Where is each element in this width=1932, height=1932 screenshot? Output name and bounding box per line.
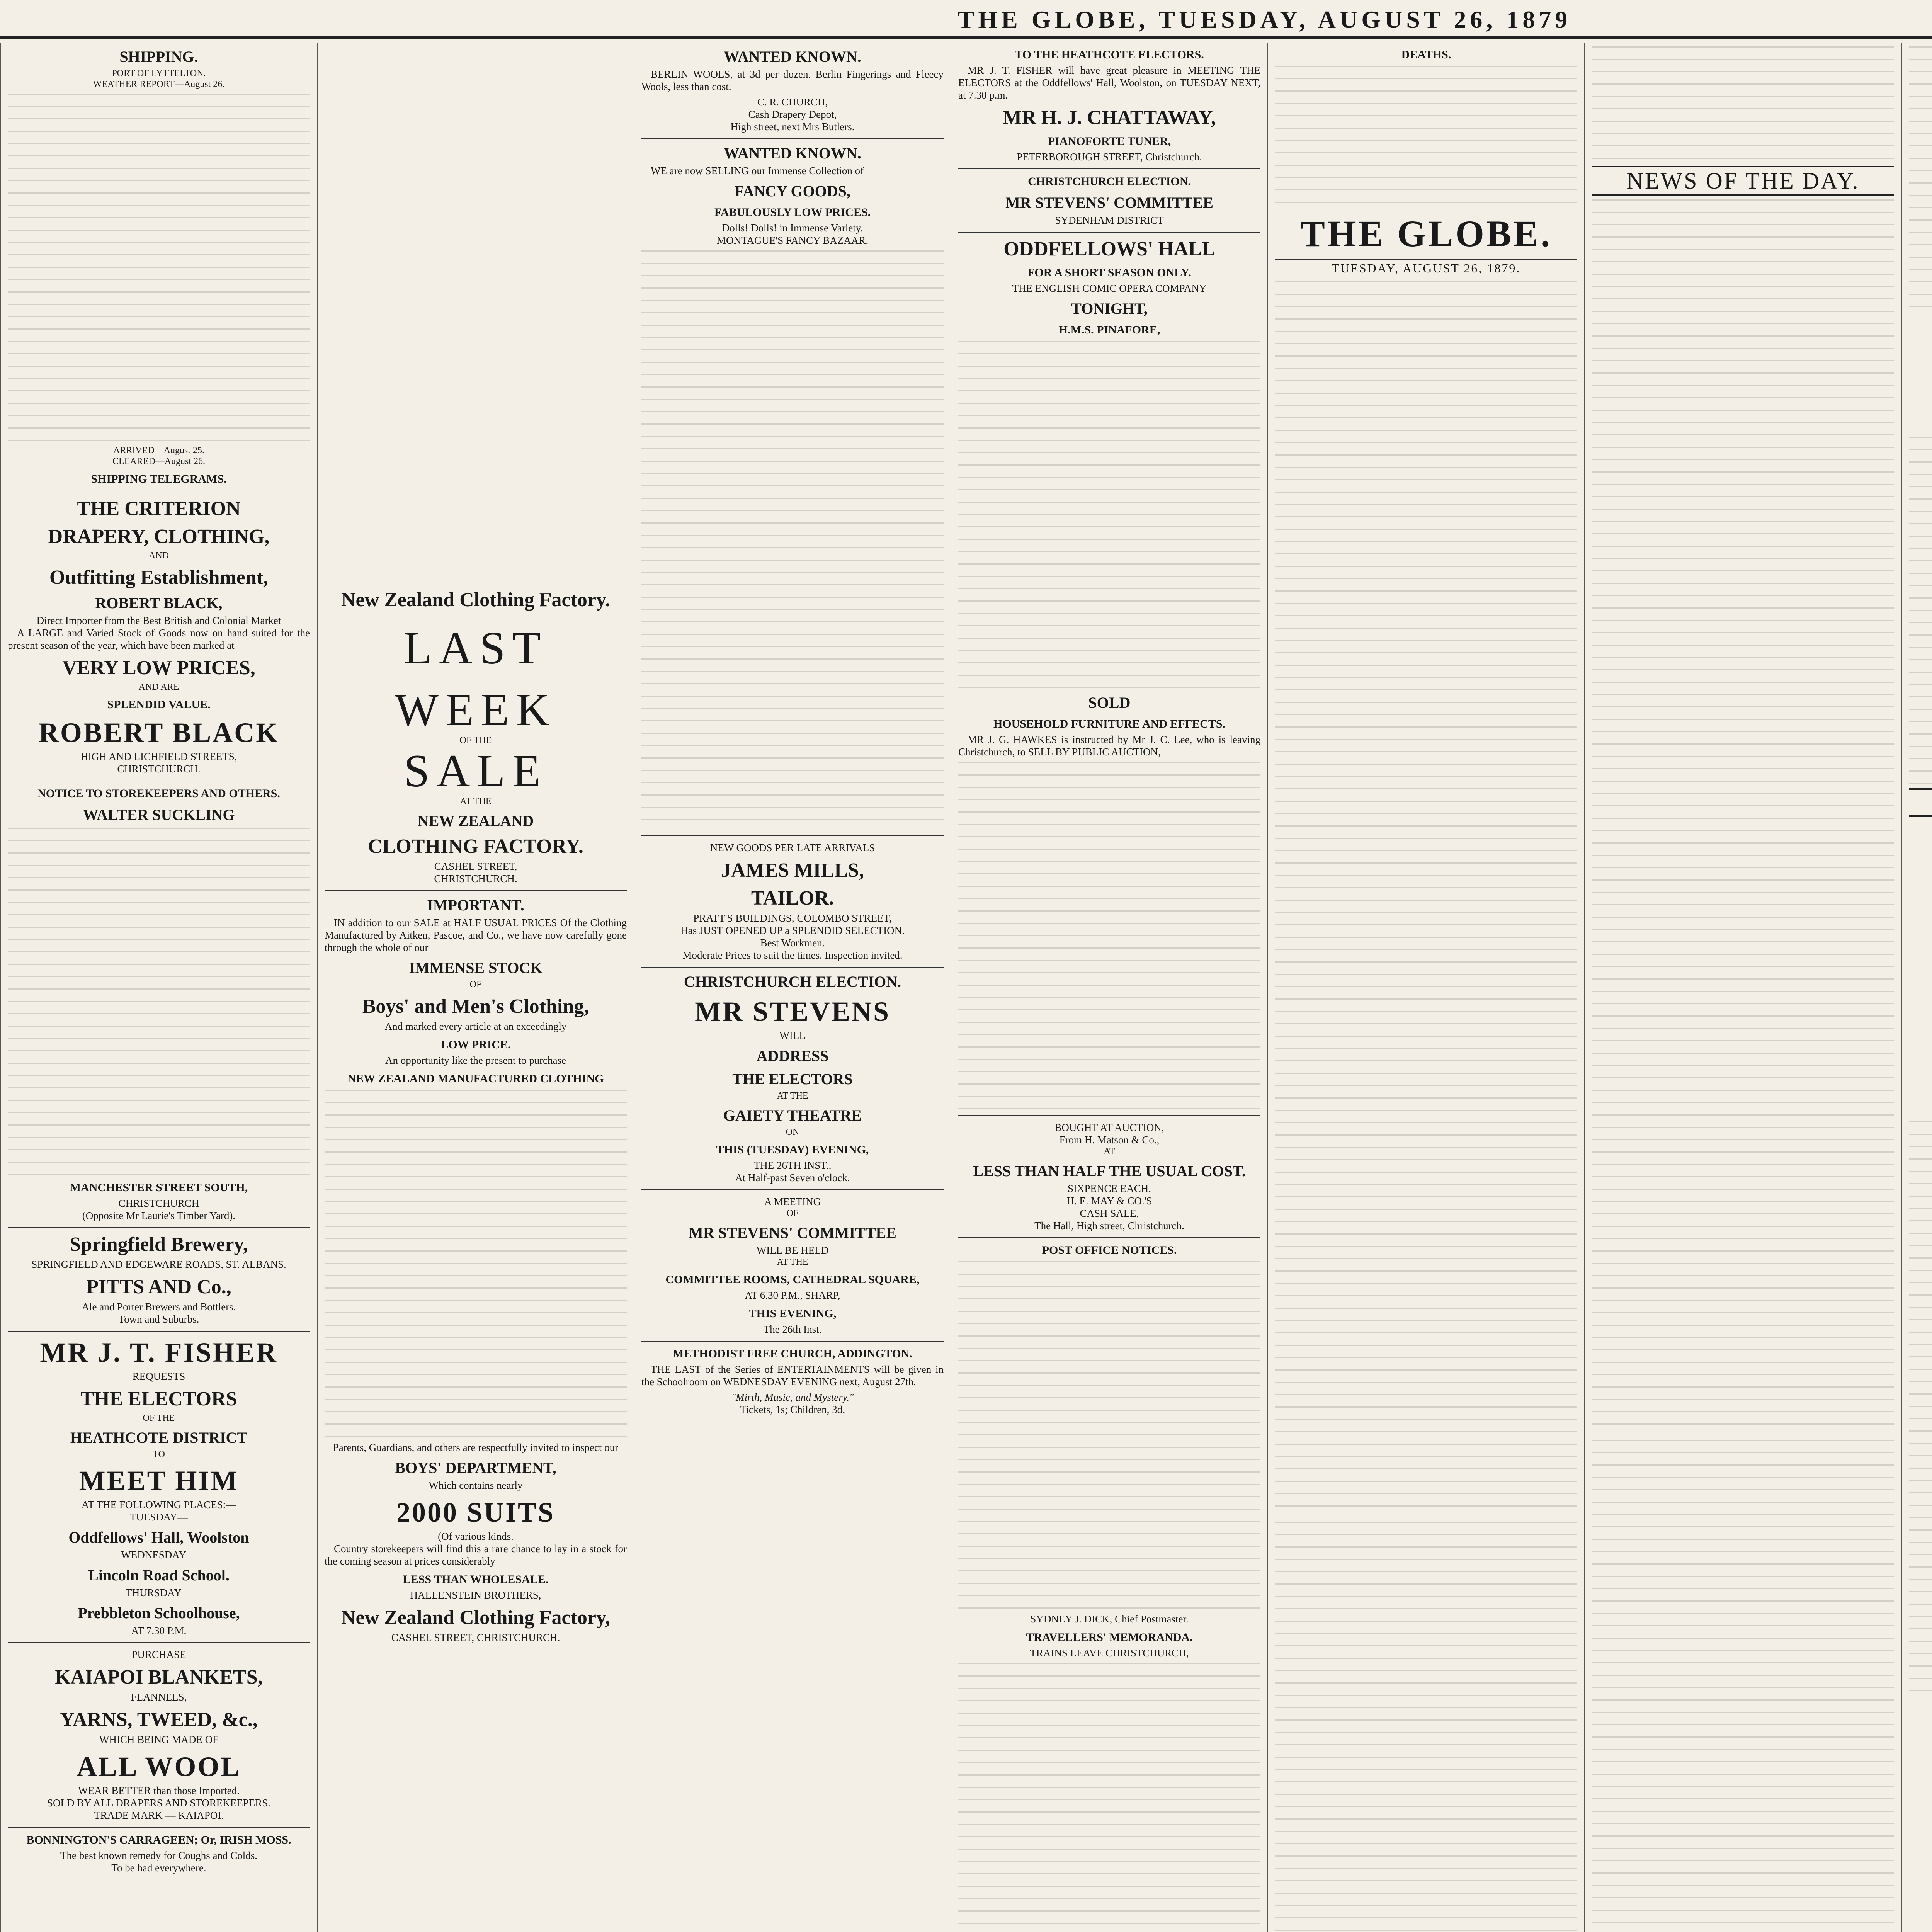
all-wool: ALL WOOL bbox=[77, 1751, 241, 1782]
time-text: AT 6.30 P.M., SHARP, bbox=[745, 1289, 840, 1301]
dunedin-dateline bbox=[1909, 349, 1932, 362]
correspondents-text bbox=[1909, 338, 1932, 349]
in-addition-text: IN addition to our SALE at HALF USUAL PRICES Of the Clothing Manufactured by Aitken, Pascoe, and Co., we have now carefully gone through the whole of our bbox=[325, 917, 627, 953]
tonight-text: TONIGHT, bbox=[1071, 300, 1148, 317]
divider bbox=[641, 138, 944, 139]
travellers-heading: TRAVELLERS' MEMORANDA. bbox=[1026, 1631, 1193, 1644]
sixpence-text: SIXPENCE EACH. bbox=[1067, 1183, 1151, 1194]
splendid-value: SPLENDID VALUE. bbox=[107, 698, 211, 711]
wanted-known-heading: WANTED KNOWN. bbox=[724, 48, 861, 65]
household-heading: HOUSEHOLD FURNITURE AND EFFECTS. bbox=[993, 718, 1226, 730]
on-text: ON bbox=[786, 1127, 799, 1137]
wednesday-label: WEDNESDAY— bbox=[121, 1549, 197, 1561]
trains-text bbox=[958, 1663, 1260, 1932]
police-heading bbox=[1909, 1039, 1932, 1053]
requests-text: REQUESTS bbox=[132, 1371, 185, 1382]
blank-space bbox=[325, 43, 627, 583]
robert-black-large: ROBERT BLACK bbox=[38, 717, 279, 748]
new-zealand-heading: NEW ZEALAND bbox=[417, 812, 534, 830]
cashel-street-text: CASHEL STREET, bbox=[434, 861, 517, 872]
auckland-dateline bbox=[1909, 396, 1932, 408]
just-opened-text: Has JUST OPENED UP a SPLENDID SELECTION. bbox=[680, 925, 905, 936]
editorial-text-continued bbox=[1592, 46, 1894, 162]
oddfellows-hall: Oddfellows' Hall, Woolston bbox=[68, 1529, 249, 1546]
a-meeting-text: A MEETING bbox=[764, 1196, 821, 1208]
brisbane-dateline bbox=[1909, 929, 1932, 941]
mr-stevens-heading: MR STEVENS bbox=[694, 996, 891, 1027]
divider bbox=[8, 1227, 310, 1228]
prebbleton: Prebbleton Schoolhouse, bbox=[78, 1604, 240, 1622]
of-text: OF bbox=[469, 980, 482, 990]
election-heading: CHRISTCHURCH ELECTION. bbox=[1028, 175, 1191, 188]
editorial-text-continued bbox=[1275, 1522, 1577, 1932]
masthead: THE GLOBE, TUESDAY, AUGUST 26, 1879 bbox=[0, 5, 1932, 39]
town-suburbs: Town and Suburbs. bbox=[118, 1313, 199, 1325]
notice-storekeepers: NOTICE TO STOREKEEPERS AND OTHERS. bbox=[37, 787, 280, 800]
fabulously-low-text: FABULOUSLY LOW PRICES. bbox=[714, 206, 871, 219]
methodist-heading: METHODIST FREE CHURCH, ADDINGTON. bbox=[673, 1347, 912, 1360]
the-hall-text: The Hall, High street, Christchurch. bbox=[1034, 1220, 1184, 1231]
column-6 bbox=[1584, 43, 1901, 1932]
less-than-wholesale: LESS THAN WHOLESALE. bbox=[403, 1573, 549, 1586]
to-electors-heading: TO THE HEATHCOTE ELECTORS. bbox=[1015, 48, 1204, 61]
globe-title: THE GLOBE. bbox=[1300, 213, 1553, 254]
christchurch-text: CHRISTCHURCH. bbox=[434, 873, 517, 884]
weather-report: WEATHER REPORT—August 26. bbox=[93, 79, 225, 89]
drapery-heading: DRAPERY, CLOTHING, bbox=[48, 526, 270, 548]
of-text: OF bbox=[786, 1208, 799, 1218]
parents-text: Parents, Guardians, and others are respectfully invited to inspect our bbox=[333, 1442, 619, 1453]
opera-text bbox=[958, 341, 1260, 689]
patea-dateline bbox=[1909, 1068, 1932, 1080]
divider bbox=[8, 1642, 310, 1643]
sydney-dateline bbox=[1909, 941, 1932, 954]
manchester-street: MANCHESTER STREET SOUTH, bbox=[70, 1181, 248, 1194]
nelson-dateline bbox=[1909, 1080, 1932, 1093]
trains-leave-text: TRAINS LEAVE CHRISTCHURCH, bbox=[1030, 1647, 1189, 1659]
pinafore-text: H.M.S. PINAFORE, bbox=[1058, 323, 1160, 336]
montagues-bazaar-text: MONTAGUE'S FANCY BAZAAR, bbox=[717, 235, 868, 246]
kaiapoi-blankets: KAIAPOI BLANKETS, bbox=[55, 1666, 263, 1688]
hawkes-auction-text: MR J. G. HAWKES is instructed by Mr J. C. Lee, who is leaving Christchurch, to SELL BY PUBLIC AUCTION, bbox=[958, 734, 1260, 758]
electoral-heading bbox=[1909, 322, 1932, 336]
address-heading: ADDRESS bbox=[756, 1047, 829, 1065]
post-office-text bbox=[958, 1261, 1260, 1609]
divider bbox=[325, 890, 627, 891]
may-co-text: H. E. MAY & CO.'S bbox=[1066, 1195, 1152, 1207]
telegraphic-heading bbox=[1909, 822, 1932, 840]
of-the-text: OF THE bbox=[459, 735, 492, 745]
meet-him-heading: MEET HIM bbox=[79, 1465, 239, 1496]
shipping-heading: SHIPPING. bbox=[119, 48, 198, 65]
arrived-heading: ARRIVED—August 25. bbox=[113, 446, 204, 456]
half-past-text: At Half-past Seven o'clock. bbox=[735, 1172, 850, 1184]
tuesday-label: TUESDAY— bbox=[129, 1511, 188, 1523]
26th-inst-text: THE 26TH INST., bbox=[753, 1160, 832, 1171]
church-text: C. R. CHURCH, bbox=[757, 96, 828, 108]
news-text-continued bbox=[1592, 1440, 1894, 1932]
news-text-continued bbox=[1909, 46, 1932, 317]
reuters-text bbox=[1909, 918, 1932, 929]
marked-text: And marked every article at an exceedingly bbox=[384, 1020, 567, 1032]
bonnington-heading: BONNINGTON'S CARRAGEEN; Or, IRISH MOSS. bbox=[26, 1833, 291, 1846]
boys-department: BOYS' DEPARTMENT, bbox=[395, 1459, 556, 1476]
divider bbox=[641, 1341, 944, 1342]
low-price-text: LOW PRICE. bbox=[440, 1038, 511, 1051]
sale-heading: SALE bbox=[404, 745, 548, 796]
re-flounders-heading bbox=[1909, 367, 1932, 381]
australia-heading bbox=[1909, 873, 1932, 891]
deaths-heading: DEATHS. bbox=[1401, 48, 1451, 61]
dolls-text: Dolls! Dolls! in Immense Variety. bbox=[722, 222, 863, 234]
last-series-text: THE LAST of the Series of ENTERTAINMENTS will be given in the Schoolroom on WEDNESDAY EVENING next, August 27th. bbox=[641, 1364, 944, 1388]
post-office-heading: POST OFFICE NOTICES. bbox=[1042, 1244, 1177, 1257]
heathcote-heading: HEATHCOTE DISTRICT bbox=[70, 1429, 248, 1446]
at-text: AT bbox=[1104, 1146, 1115, 1156]
deaths-text bbox=[1275, 66, 1577, 205]
wanganui-dateline bbox=[1909, 383, 1932, 396]
high-lichfield-streets: HIGH AND LICHFIELD STREETS, bbox=[80, 751, 237, 762]
to-text: TO bbox=[153, 1449, 165, 1459]
sold-heading: SOLD bbox=[1088, 694, 1131, 711]
last-heading: LAST bbox=[404, 622, 548, 673]
pratts-buildings-text: PRATT'S BUILDINGS, COLOMBO STREET, bbox=[693, 912, 892, 924]
wanted-known-heading: WANTED KNOWN. bbox=[724, 145, 861, 162]
which-being-made-text: WHICH BEING MADE OF bbox=[99, 1734, 219, 1745]
stevens-committee-heading: MR STEVENS' COMMITTEE bbox=[1005, 194, 1213, 211]
wanted-known-ads bbox=[641, 250, 944, 830]
suits-heading: 2000 SUITS bbox=[396, 1497, 555, 1528]
port-heading: PORT OF LYTTELTON. bbox=[112, 68, 206, 78]
telegraphic-text bbox=[1909, 1121, 1932, 1701]
flannels-text: FLANNELS, bbox=[131, 1691, 187, 1703]
oddfellows-heading: ODDFELLOWS' HALL bbox=[1003, 238, 1215, 260]
best-workmen-text: Best Workmen. bbox=[760, 937, 825, 949]
special-text bbox=[1909, 893, 1932, 906]
week-heading: WEEK bbox=[395, 684, 557, 735]
at-the-text: AT THE bbox=[777, 1257, 808, 1267]
electoral-text bbox=[1909, 437, 1932, 784]
column-5 bbox=[1267, 43, 1584, 1932]
everywhere-text: To be had everywhere. bbox=[111, 1862, 206, 1874]
column-7 bbox=[1901, 43, 1932, 1932]
auction-items-text bbox=[958, 762, 1260, 1110]
divider bbox=[958, 1237, 1260, 1238]
divider bbox=[958, 1115, 1260, 1116]
trade-mark-text: TRADE MARK — KAIAPOI. bbox=[94, 1810, 224, 1821]
wellington-dateline bbox=[1909, 1002, 1932, 1015]
short-season-text: FOR A SHORT SEASON ONLY. bbox=[1027, 266, 1191, 279]
divider bbox=[641, 835, 944, 836]
and-are-text: AND ARE bbox=[138, 682, 179, 692]
tickets-text: Tickets, 1s; Children, 3d. bbox=[740, 1404, 845, 1415]
selling-text: WE are now SELLING our Immense Collection of bbox=[651, 165, 864, 177]
this-evening-text: THIS EVENING, bbox=[748, 1307, 837, 1320]
high-street-text: High street, next Mrs Butlers. bbox=[730, 121, 855, 133]
country-text: Country storekeepers will find this a rare chance to lay in a stock for the coming season at prices considerably bbox=[325, 1543, 627, 1567]
tailor-heading: TAILOR. bbox=[751, 887, 834, 909]
divider bbox=[8, 1331, 310, 1332]
very-low-prices: VERY LOW PRICES, bbox=[62, 657, 255, 679]
electors-heading: THE ELECTORS bbox=[80, 1388, 237, 1410]
berlin-wools-text: BERLIN WOOLS, at 3d per dozen. Berlin Fingerings and Fleecy Wools, less than cost. bbox=[641, 68, 944, 92]
suckling-ad-text bbox=[8, 828, 310, 1175]
time-text: AT 7.30 P.M. bbox=[131, 1625, 187, 1636]
important-heading: IMPORTANT. bbox=[427, 896, 524, 914]
moderate-prices-text: Moderate Prices to suit the times. Inspection invited. bbox=[682, 949, 903, 961]
divider bbox=[958, 168, 1260, 169]
cashel-christchurch-text: CASHEL STREET, CHRISTCHURCH. bbox=[391, 1632, 560, 1643]
patea-dateline bbox=[1909, 420, 1932, 433]
fisher-heading: MR J. T. FISHER bbox=[40, 1337, 278, 1368]
thursday-label: THURSDAY— bbox=[126, 1587, 192, 1599]
postmaster-text: SYDNEY J. DICK, Chief Postmaster. bbox=[1030, 1613, 1189, 1625]
editorial-text bbox=[1275, 281, 1577, 1518]
piano-tuner-text: PIANOFORTE TUNER, bbox=[1048, 135, 1171, 148]
walter-suckling: WALTER SUCKLING bbox=[83, 806, 235, 823]
clothing-factory-heading: CLOTHING FACTORY. bbox=[368, 835, 583, 857]
column-3 bbox=[634, 43, 951, 1932]
nz-manufactured-text: NEW ZEALAND MANUFACTURED CLOTHING bbox=[347, 1072, 604, 1085]
divider bbox=[8, 1827, 310, 1828]
cable-news-heading bbox=[1909, 845, 1932, 868]
various-kinds-text: (Of various kinds. bbox=[438, 1531, 514, 1542]
cleared-heading: CLEARED—August 26. bbox=[112, 456, 205, 466]
christchurch-text: CHRISTCHURCH bbox=[118, 1197, 199, 1209]
carterton-dateline bbox=[1909, 1105, 1932, 1117]
wear-better-text: WEAR BETTER than those Imported. bbox=[78, 1785, 240, 1796]
press-agency-text bbox=[1909, 992, 1932, 1002]
criterion-heading: THE CRITERION bbox=[77, 498, 241, 520]
stabbing-heading bbox=[1909, 1020, 1932, 1034]
column-2 bbox=[317, 43, 634, 1932]
nz-clothing-heading: New Zealand Clothing Factory. bbox=[341, 589, 611, 611]
sydenham-text: SYDENHAM DISTRICT bbox=[1055, 214, 1164, 226]
less-than-half-heading: LESS THAN HALF THE USUAL COST. bbox=[973, 1162, 1246, 1180]
from-matson: From H. Matson & Co., bbox=[1059, 1134, 1160, 1146]
peterborough-text: PETERBOROUGH STREET, Christchurch. bbox=[1017, 151, 1202, 163]
sold-by-text: SOLD BY ALL DRAPERS AND STOREKEEPERS. bbox=[47, 1797, 271, 1809]
shipping-telegrams-heading: SHIPPING TELEGRAMS. bbox=[91, 473, 227, 485]
this-evening-text: THIS (TUESDAY) EVENING, bbox=[716, 1143, 869, 1156]
bought-at-auction: BOUGHT AT AUCTION, bbox=[1054, 1122, 1164, 1133]
election-heading: CHRISTCHURCH ELECTION. bbox=[684, 973, 901, 990]
boys-mens-clothing: Boys' and Men's Clothing, bbox=[362, 995, 589, 1017]
ale-porter-text: Ale and Porter Brewers and Bottlers. bbox=[82, 1301, 236, 1313]
outfitting-heading: Outfitting Establishment, bbox=[49, 566, 269, 588]
will-be-held-text: WILL BE HELD bbox=[756, 1245, 829, 1256]
news-text bbox=[1592, 199, 1894, 1436]
chattaway-heading: MR H. J. CHATTAWAY, bbox=[1003, 107, 1216, 129]
second-edition-heading bbox=[1909, 788, 1932, 817]
at-the-text: AT THE bbox=[460, 796, 492, 806]
the-electors-heading: THE ELECTORS bbox=[732, 1070, 853, 1088]
divider bbox=[641, 967, 944, 968]
will-text: WILL bbox=[779, 1030, 806, 1041]
of-the-text: OF THE bbox=[143, 1413, 175, 1423]
pitts-heading: PITTS AND Co., bbox=[86, 1276, 231, 1298]
cash-sale-text: CASH SALE, bbox=[1080, 1208, 1139, 1219]
column-1 bbox=[0, 43, 317, 1932]
robert-black-heading: ROBERT BLACK, bbox=[95, 594, 223, 612]
and-text: AND bbox=[149, 551, 169, 561]
westport-dateline bbox=[1909, 1093, 1932, 1105]
sydney-dateline bbox=[1909, 906, 1932, 918]
fisher-meeting-text: MR J. T. FISHER will have great pleasure in MEETING THE ELECTORS at the Oddfellows' Hall, Woolston, on TUESDAY NEXT, at 7.30 p.m. bbox=[958, 65, 1260, 101]
direct-importer-text: Direct Importer from the Best British and Colonial Market bbox=[36, 615, 281, 626]
melbourne-dateline bbox=[1909, 954, 1932, 966]
following-places-text: AT THE FOLLOWING PLACES:— bbox=[81, 1499, 236, 1510]
column-4 bbox=[951, 43, 1267, 1932]
opportunity-text: An opportunity like the present to purchase bbox=[385, 1054, 566, 1066]
news-of-the-day-heading: NEWS OF THE DAY. bbox=[1592, 166, 1894, 196]
james-mills-heading: JAMES MILLS, bbox=[721, 859, 864, 881]
divider bbox=[958, 232, 1260, 233]
mirth-text: "Mirth, Music, and Mystery." bbox=[731, 1391, 854, 1403]
immense-stock: IMMENSE STOCK bbox=[409, 959, 543, 976]
remedy-text: The best known remedy for Coughs and Colds. bbox=[60, 1850, 257, 1861]
committee-heading: MR STEVENS' COMMITTEE bbox=[689, 1224, 896, 1242]
shipping-text bbox=[8, 94, 310, 441]
divider bbox=[641, 1189, 944, 1190]
new-goods-text: NEW GOODS PER LATE ARRIVALS bbox=[710, 842, 875, 854]
fancy-goods-heading: FANCY GOODS, bbox=[735, 182, 850, 200]
committee-rooms-text: COMMITTEE ROOMS, CATHEDRAL SQUARE, bbox=[665, 1273, 920, 1286]
gaiety-theatre-heading: GAIETY THEATRE bbox=[723, 1107, 862, 1124]
26th-inst-text: The 26th Inst. bbox=[763, 1323, 822, 1335]
christchurch-text: CHRISTCHURCH. bbox=[117, 763, 201, 775]
clothing-ad-text bbox=[325, 1090, 627, 1437]
large-stock-text: A LARGE and Varied Stock of Goods now on hand suited for the present season of the year, which have been marked at bbox=[8, 627, 310, 651]
hallenstein-text: HALLENSTEIN BROTHERS, bbox=[410, 1589, 541, 1601]
comic-opera-text: THE ENGLISH COMIC OPERA COMPANY bbox=[1012, 282, 1207, 294]
new-plymouth-dateline bbox=[1909, 1056, 1932, 1068]
yarns-tweed: YARNS, TWEED, &c., bbox=[60, 1709, 258, 1731]
opposite-text: (Opposite Mr Laurie's Timber Yard). bbox=[82, 1210, 236, 1221]
nz-clothing-factory: New Zealand Clothing Factory, bbox=[341, 1607, 611, 1629]
new-zealand-heading bbox=[1909, 971, 1932, 989]
springfield-brewery: Springfield Brewery, bbox=[70, 1233, 248, 1255]
which-contains-text: Which contains nearly bbox=[429, 1480, 523, 1491]
wellington-dateline bbox=[1909, 408, 1932, 420]
lincoln-road: Lincoln Road School. bbox=[88, 1566, 230, 1584]
at-the-text: AT THE bbox=[777, 1091, 808, 1101]
date-line: TUESDAY, AUGUST 26, 1879. bbox=[1275, 259, 1577, 277]
cash-drapery-text: Cash Drapery Depot, bbox=[748, 109, 837, 120]
springfield-roads: SPRINGFIELD AND EDGEWARE ROADS, ST. ALBANS. bbox=[31, 1259, 286, 1270]
purchase-text: PURCHASE bbox=[131, 1649, 186, 1660]
